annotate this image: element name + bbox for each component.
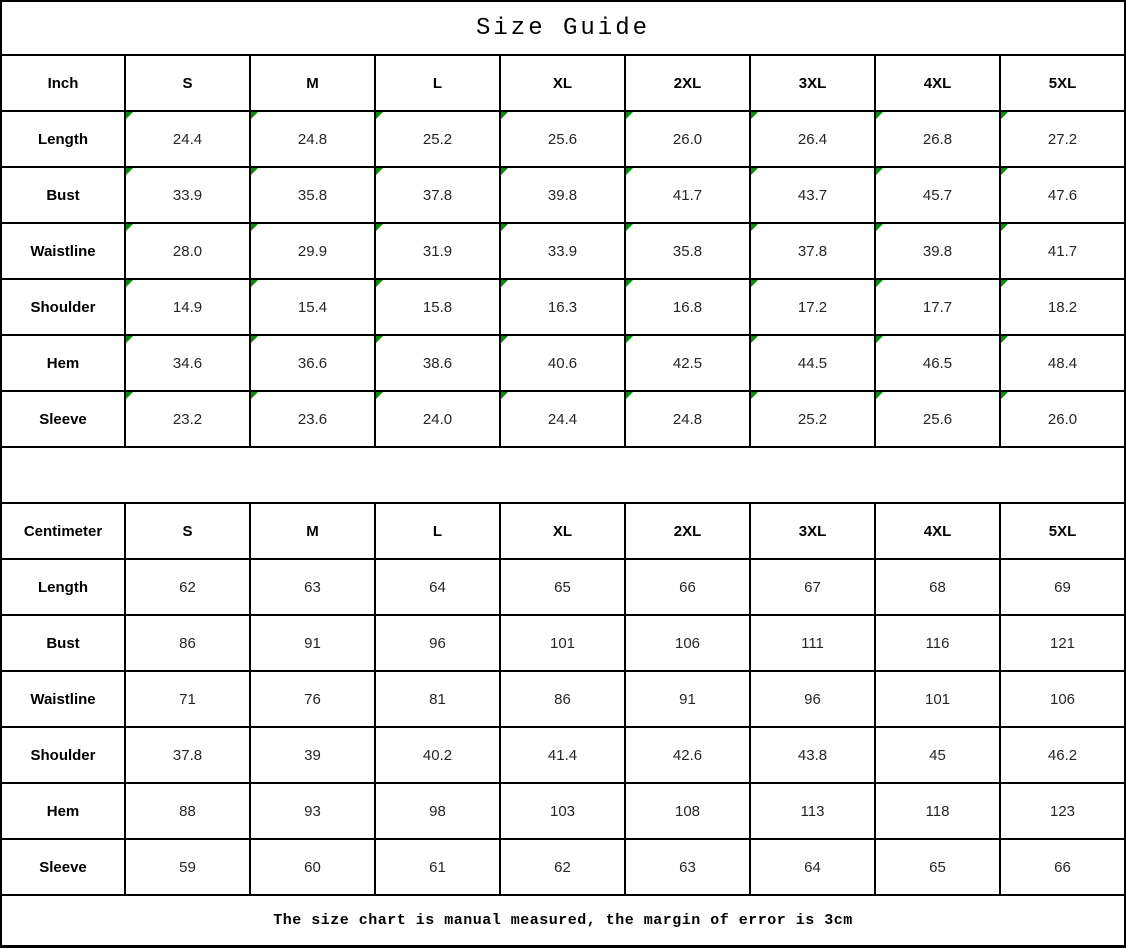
- footer-note: The size chart is manual measured, the margin of error is 3cm: [1, 895, 1125, 947]
- size-value-cell: 106: [625, 615, 750, 671]
- corner-marker-icon: [376, 112, 383, 119]
- size-value-cell: 17.7: [875, 279, 1000, 335]
- size-value-cell: 24.8: [625, 391, 750, 447]
- size-value-cell: 41.7: [625, 167, 750, 223]
- size-value-cell: 24.4: [125, 111, 250, 167]
- size-value-cell: 25.6: [500, 111, 625, 167]
- size-value-cell: 14.9: [125, 279, 250, 335]
- size-value-cell: 62: [500, 839, 625, 895]
- size-column-header-m: M: [250, 55, 375, 111]
- corner-marker-icon: [501, 280, 508, 287]
- corner-marker-icon: [376, 336, 383, 343]
- size-value-cell: 26.4: [750, 111, 875, 167]
- table-row-inch-shoulder: [1, 279, 1125, 335]
- table-row-centimeter-waistline: [1, 671, 1125, 727]
- size-column-header-5xl: 5XL: [1000, 55, 1125, 111]
- size-value-cell: 91: [250, 615, 375, 671]
- size-value-cell: 96: [750, 671, 875, 727]
- size-value-cell: 23.6: [250, 391, 375, 447]
- corner-marker-icon: [876, 280, 883, 287]
- table-row-inch-waistline: [1, 223, 1125, 279]
- corner-marker-icon: [876, 392, 883, 399]
- size-value-cell: 86: [500, 671, 625, 727]
- size-value-cell: 69: [1000, 559, 1125, 615]
- table-row-centimeter-shoulder: [1, 727, 1125, 783]
- corner-marker-icon: [751, 224, 758, 231]
- size-value-cell: 64: [375, 559, 500, 615]
- corner-marker-icon: [251, 280, 258, 287]
- table-row-centimeter-hem: [1, 783, 1125, 839]
- corner-marker-icon: [251, 392, 258, 399]
- row-label: Bust: [1, 167, 125, 223]
- size-value-cell: 118: [875, 783, 1000, 839]
- size-value-cell: 18.2: [1000, 279, 1125, 335]
- corner-marker-icon: [751, 280, 758, 287]
- unit-header-centimeter: Centimeter: [1, 503, 125, 559]
- page-title: Size Guide: [1, 1, 1125, 55]
- size-column-header-s: S: [125, 55, 250, 111]
- size-value-cell: 35.8: [625, 223, 750, 279]
- corner-marker-icon: [1001, 280, 1008, 287]
- size-value-cell: 45.7: [875, 167, 1000, 223]
- corner-marker-icon: [126, 168, 133, 175]
- size-value-cell: 61: [375, 839, 500, 895]
- size-value-cell: 39.8: [500, 167, 625, 223]
- size-value-cell: 116: [875, 615, 1000, 671]
- size-value-cell: 60: [250, 839, 375, 895]
- size-value-cell: 16.8: [625, 279, 750, 335]
- unit-header-inch: Inch: [1, 55, 125, 111]
- corner-marker-icon: [376, 224, 383, 231]
- corner-marker-icon: [626, 392, 633, 399]
- size-value-cell: 37.8: [750, 223, 875, 279]
- size-value-cell: 24.4: [500, 391, 625, 447]
- size-column-header-s: S: [125, 503, 250, 559]
- size-value-cell: 103: [500, 783, 625, 839]
- size-value-cell: 41.7: [1000, 223, 1125, 279]
- corner-marker-icon: [626, 280, 633, 287]
- size-value-cell: 47.6: [1000, 167, 1125, 223]
- size-value-cell: 16.3: [500, 279, 625, 335]
- size-value-cell: 46.5: [875, 335, 1000, 391]
- size-column-header-3xl: 3XL: [750, 503, 875, 559]
- corner-marker-icon: [376, 280, 383, 287]
- size-value-cell: 48.4: [1000, 335, 1125, 391]
- size-column-header-4xl: 4XL: [875, 503, 1000, 559]
- corner-marker-icon: [376, 392, 383, 399]
- size-value-cell: 23.2: [125, 391, 250, 447]
- size-value-cell: 101: [875, 671, 1000, 727]
- corner-marker-icon: [251, 224, 258, 231]
- corner-marker-icon: [1001, 224, 1008, 231]
- size-value-cell: 108: [625, 783, 750, 839]
- size-value-cell: 35.8: [250, 167, 375, 223]
- corner-marker-icon: [626, 112, 633, 119]
- header-row-inch: [1, 55, 1125, 111]
- size-value-cell: 43.8: [750, 727, 875, 783]
- size-value-cell: 66: [625, 559, 750, 615]
- corner-marker-icon: [626, 336, 633, 343]
- size-value-cell: 31.9: [375, 223, 500, 279]
- section-gap: [1, 447, 1125, 503]
- size-value-cell: 42.5: [625, 335, 750, 391]
- size-value-cell: 40.6: [500, 335, 625, 391]
- corner-marker-icon: [251, 336, 258, 343]
- size-value-cell: 27.2: [1000, 111, 1125, 167]
- size-value-cell: 63: [625, 839, 750, 895]
- header-row-centimeter: [1, 503, 1125, 559]
- size-value-cell: 67: [750, 559, 875, 615]
- size-value-cell: 44.5: [750, 335, 875, 391]
- size-value-cell: 24.0: [375, 391, 500, 447]
- size-value-cell: 113: [750, 783, 875, 839]
- size-value-cell: 64: [750, 839, 875, 895]
- table-row-centimeter-bust: [1, 615, 1125, 671]
- corner-marker-icon: [126, 112, 133, 119]
- size-value-cell: 63: [250, 559, 375, 615]
- section-gap-row: [1, 447, 1125, 503]
- size-column-header-xl: XL: [500, 503, 625, 559]
- table-row-inch-hem: [1, 335, 1125, 391]
- size-value-cell: 36.6: [250, 335, 375, 391]
- size-value-cell: 98: [375, 783, 500, 839]
- size-value-cell: 37.8: [375, 167, 500, 223]
- corner-marker-icon: [876, 112, 883, 119]
- size-value-cell: 34.6: [125, 335, 250, 391]
- size-value-cell: 88: [125, 783, 250, 839]
- corner-marker-icon: [126, 392, 133, 399]
- corner-marker-icon: [501, 168, 508, 175]
- corner-marker-icon: [626, 168, 633, 175]
- size-value-cell: 121: [1000, 615, 1125, 671]
- corner-marker-icon: [751, 336, 758, 343]
- footer-row: [1, 895, 1125, 947]
- corner-marker-icon: [876, 168, 883, 175]
- size-value-cell: 38.6: [375, 335, 500, 391]
- corner-marker-icon: [126, 336, 133, 343]
- row-label: Bust: [1, 615, 125, 671]
- corner-marker-icon: [876, 336, 883, 343]
- corner-marker-icon: [251, 112, 258, 119]
- size-value-cell: 37.8: [125, 727, 250, 783]
- size-value-cell: 71: [125, 671, 250, 727]
- row-label: Waistline: [1, 223, 125, 279]
- row-label: Sleeve: [1, 391, 125, 447]
- corner-marker-icon: [126, 280, 133, 287]
- row-label: Hem: [1, 335, 125, 391]
- size-value-cell: 65: [500, 559, 625, 615]
- corner-marker-icon: [751, 392, 758, 399]
- size-column-header-xl: XL: [500, 55, 625, 111]
- corner-marker-icon: [501, 392, 508, 399]
- size-value-cell: 17.2: [750, 279, 875, 335]
- size-value-cell: 46.2: [1000, 727, 1125, 783]
- size-column-header-l: L: [375, 55, 500, 111]
- size-value-cell: 24.8: [250, 111, 375, 167]
- size-value-cell: 26.8: [875, 111, 1000, 167]
- corner-marker-icon: [1001, 112, 1008, 119]
- size-value-cell: 40.2: [375, 727, 500, 783]
- size-value-cell: 28.0: [125, 223, 250, 279]
- size-column-header-l: L: [375, 503, 500, 559]
- table-row-inch-bust: [1, 167, 1125, 223]
- size-value-cell: 43.7: [750, 167, 875, 223]
- size-column-header-2xl: 2XL: [625, 55, 750, 111]
- row-label: Waistline: [1, 671, 125, 727]
- table-row-inch-sleeve: [1, 391, 1125, 447]
- size-value-cell: 26.0: [625, 111, 750, 167]
- corner-marker-icon: [1001, 336, 1008, 343]
- corner-marker-icon: [876, 224, 883, 231]
- table-row-centimeter-sleeve: [1, 839, 1125, 895]
- table-row-centimeter-length: [1, 559, 1125, 615]
- corner-marker-icon: [126, 224, 133, 231]
- size-column-header-m: M: [250, 503, 375, 559]
- corner-marker-icon: [501, 336, 508, 343]
- size-value-cell: 25.2: [750, 391, 875, 447]
- size-value-cell: 93: [250, 783, 375, 839]
- corner-marker-icon: [626, 224, 633, 231]
- corner-marker-icon: [1001, 392, 1008, 399]
- corner-marker-icon: [751, 168, 758, 175]
- size-value-cell: 106: [1000, 671, 1125, 727]
- size-value-cell: 123: [1000, 783, 1125, 839]
- size-value-cell: 42.6: [625, 727, 750, 783]
- size-column-header-2xl: 2XL: [625, 503, 750, 559]
- corner-marker-icon: [251, 168, 258, 175]
- size-value-cell: 101: [500, 615, 625, 671]
- size-column-header-4xl: 4XL: [875, 55, 1000, 111]
- size-value-cell: 45: [875, 727, 1000, 783]
- size-value-cell: 96: [375, 615, 500, 671]
- size-column-header-5xl: 5XL: [1000, 503, 1125, 559]
- size-value-cell: 68: [875, 559, 1000, 615]
- size-value-cell: 15.8: [375, 279, 500, 335]
- size-value-cell: 39.8: [875, 223, 1000, 279]
- row-label: Shoulder: [1, 727, 125, 783]
- row-label: Shoulder: [1, 279, 125, 335]
- size-value-cell: 76: [250, 671, 375, 727]
- size-value-cell: 15.4: [250, 279, 375, 335]
- size-value-cell: 29.9: [250, 223, 375, 279]
- size-value-cell: 91: [625, 671, 750, 727]
- size-value-cell: 65: [875, 839, 1000, 895]
- size-value-cell: 26.0: [1000, 391, 1125, 447]
- row-label: Sleeve: [1, 839, 125, 895]
- table-row-inch-length: [1, 111, 1125, 167]
- row-label: Hem: [1, 783, 125, 839]
- size-value-cell: 62: [125, 559, 250, 615]
- corner-marker-icon: [376, 168, 383, 175]
- size-value-cell: 59: [125, 839, 250, 895]
- corner-marker-icon: [501, 112, 508, 119]
- corner-marker-icon: [1001, 168, 1008, 175]
- size-value-cell: 111: [750, 615, 875, 671]
- row-label: Length: [1, 111, 125, 167]
- size-value-cell: 39: [250, 727, 375, 783]
- size-value-cell: 66: [1000, 839, 1125, 895]
- title-row: [1, 1, 1125, 55]
- corner-marker-icon: [501, 224, 508, 231]
- size-value-cell: 33.9: [125, 167, 250, 223]
- size-value-cell: 41.4: [500, 727, 625, 783]
- corner-marker-icon: [751, 112, 758, 119]
- size-column-header-3xl: 3XL: [750, 55, 875, 111]
- row-label: Length: [1, 559, 125, 615]
- size-value-cell: 33.9: [500, 223, 625, 279]
- size-value-cell: 25.2: [375, 111, 500, 167]
- size-value-cell: 25.6: [875, 391, 1000, 447]
- size-value-cell: 81: [375, 671, 500, 727]
- size-value-cell: 86: [125, 615, 250, 671]
